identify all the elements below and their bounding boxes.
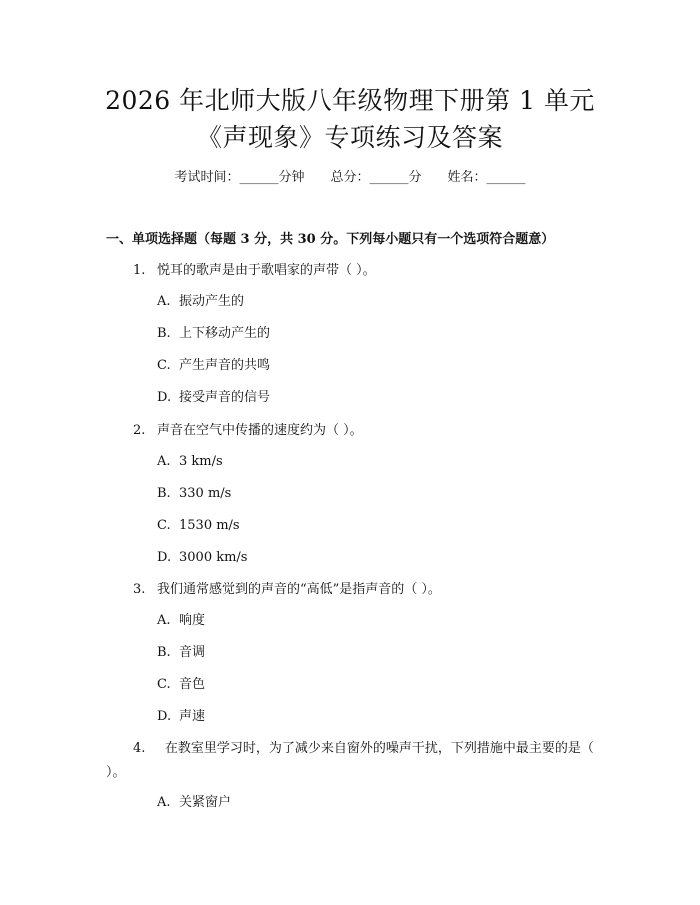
question-1-option-a: [157, 293, 244, 311]
option-letter: B.: [157, 486, 171, 501]
document-title-line2: 《声现象》专项练习及答案: [196, 123, 503, 152]
question-1: [133, 262, 376, 280]
student-name-field: 姓名：______: [447, 170, 526, 185]
option-letter: A.: [157, 613, 171, 628]
option-text: 关紧窗户: [179, 795, 232, 810]
question-number: 2.: [133, 423, 146, 438]
question-text: 在教室里学习时，为了减少来自窗外的噪声干扰，下列措施中最主要的是（ ）。: [106, 741, 594, 780]
exam-meta-row: [0, 169, 700, 187]
question-3-option-c: [157, 676, 205, 694]
question-text: 我们通常感觉到的声音的“高低”是指声音的（ ）。: [157, 582, 441, 597]
question-3-option-a: [157, 612, 205, 630]
option-text: 产生声音的共鸣: [179, 358, 271, 373]
question-text: 声音在空气中传播的速度约为（ ）。: [157, 423, 363, 438]
option-letter: B.: [157, 645, 171, 660]
question-3-option-d: [157, 708, 205, 726]
option-text: 330 m/s: [179, 486, 232, 501]
question-4-option-a: [157, 794, 231, 812]
option-letter: C.: [157, 677, 171, 692]
option-text: 3 km/s: [179, 454, 223, 469]
question-number: 3.: [133, 582, 146, 597]
option-text: 3000 km/s: [179, 550, 248, 565]
question-1-option-d: [157, 389, 270, 407]
question-number: 4.: [133, 741, 146, 756]
option-text: 响度: [179, 613, 206, 628]
option-text: 接受声音的信号: [179, 390, 271, 405]
option-text: 1530 m/s: [179, 518, 240, 533]
question-4: [106, 737, 606, 785]
option-letter: A.: [157, 294, 171, 309]
question-3-option-b: [157, 644, 205, 662]
total-score-field: 总分：______分: [330, 170, 422, 185]
option-text: 音色: [179, 677, 206, 692]
option-letter: D.: [157, 390, 172, 405]
option-text: 上下移动产生的: [179, 326, 271, 341]
exam-time-field: 考试时间：______分钟: [174, 170, 305, 185]
option-letter: A.: [157, 795, 171, 810]
option-letter: D.: [157, 709, 172, 724]
question-2-option-b: [157, 485, 231, 503]
question-2-option-d: [157, 549, 247, 567]
section-heading-single-choice: 一、单项选择题（每题 3 分，共 30 分。下列每小题只有一个选项符合题意）: [106, 232, 555, 247]
question-2-option-a: [157, 453, 223, 471]
option-text: 音调: [179, 645, 206, 660]
question-2: [133, 422, 363, 440]
option-letter: C.: [157, 518, 171, 533]
option-text: 声速: [179, 709, 206, 724]
option-letter: D.: [157, 550, 172, 565]
question-3: [133, 581, 441, 599]
question-number: 1.: [133, 263, 146, 278]
option-letter: C.: [157, 358, 171, 373]
option-text: 振动产生的: [179, 294, 245, 309]
option-letter: B.: [157, 326, 171, 341]
question-1-option-b: [157, 325, 270, 343]
option-letter: A.: [157, 454, 171, 469]
document-title-line1: 2026 年北师大版八年级物理下册第 1 单元: [105, 86, 595, 115]
question-2-option-c: [157, 517, 240, 535]
question-text: 悦耳的歌声是由于歌唱家的声带（ ）。: [157, 263, 376, 278]
question-1-option-c: [157, 357, 270, 375]
